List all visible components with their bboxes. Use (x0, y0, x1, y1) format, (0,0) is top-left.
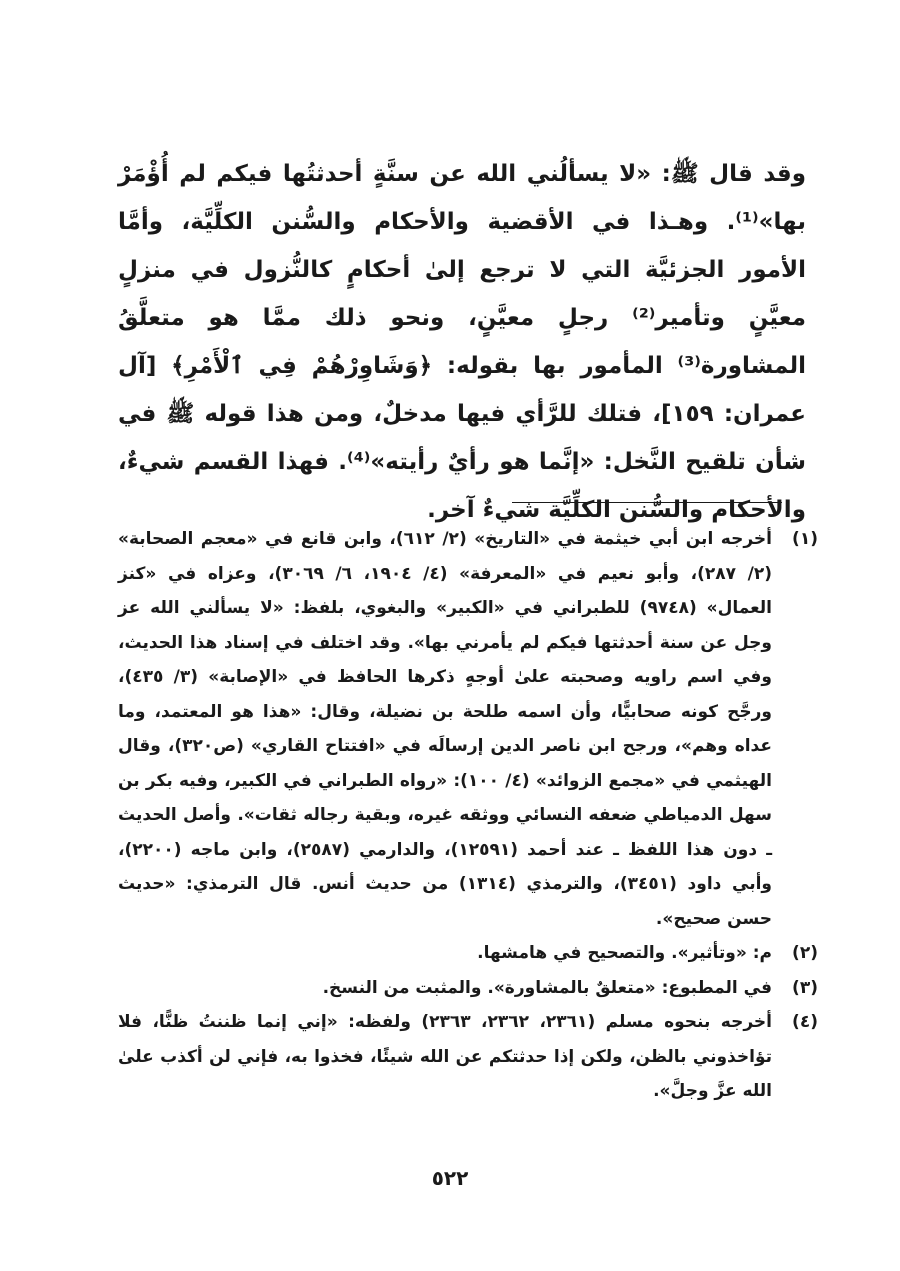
footnote-text: أخرجه ابن أبي خيثمة في «التاريخ» (٢/ ٦١٢)، وابن قانع في «معجم الصحابة» (٢/ ٢٨٧)، وأبو نعيم في «المعرفة» (٤/ ١٩٠٤، ٦/ ٣٠٦٩)، وعزاه في «كنز العمال» (٩٧٤٨) للطبراني في «الكبير» والبغوي، بلفظ: «لا يسألني الله عز وجل عن سنة أحدثتها فيكم لم يأمرني بها». وقد اختلف في إسناد هذا الحديث، وفي اسم راويه وصحبته علىٰ أوجهٍ ذكرها الحافظ في «الإصابة» (٣/ ٤٣٥)، ورجَّح كونه صحابيًّا، وأن اسمه طلحة بن نضيلة، وقال: «هذا هو المعتمد، وما عداه وهم»، ورجح ابن ناصر الدين إرسالَه في «افتتاح القاري» (ص٣٢٠)، وقال الهيثمي في «مجمع الزوائد» (٤/ ١٠٠): «رواه الطبراني في الكبير، وفيه بكر بن سهل الدمياطي ضعفه النسائي ووثقه غيره، وبقية رجاله ثقات». وأصل الحديث ـ دون هذا اللفظ ـ عند أحمد (١٢٥٩١)، والدارمي (٢٥٨٧)، وابن ماجه (٢٢٠٠)، وأبي داود (٣٤٥١)، والترمذي (١٣١٤) من حديث أنس. قال الترمذي: «حديث حسن صحيح». (118, 529, 772, 929)
main-paragraph: وقد قال ﷺ: «لا يسألُني الله عن سنَّةٍ أحدثتُها فيكم لم أُؤْمَرْ بها»⁽¹⁾. وهـذا في الأقضية والأحكام والسُّنن الكلِّيَّة، وأمَّا الأمور الجزئيَّة التي لا ترجع إلىٰ أحكامٍ كالنُّزول في منزلٍ معيَّنٍ وتأمير⁽²⁾ رجلٍ معيَّنٍ، ونحو ذلك ممَّا هو متعلَّقُ المشاورة⁽³⁾ المأمور بها بقوله: ﴿وَشَاوِرْهُمْ فِي ٱلْأَمْرِ﴾ [آل عمران: ١٥٩]، فتلك للرَّأي فيها مدخلٌ، ومن هذا قوله ﷺ في شأن تلقيح النَّخل: «إنَّما هو رأيٌ رأيته»⁽⁴⁾. فهذا القسم شيءٌ، والأحكام والسُّنن الكلِّيَّة شيءٌ آخر. (118, 161, 807, 523)
footnote-2 (118, 936, 818, 971)
footnotes (118, 522, 818, 1109)
footnote-number: (٢) (792, 943, 818, 963)
footnote-number: (١) (792, 529, 818, 549)
footnote-number: (٤) (792, 1012, 818, 1032)
footnote-4 (118, 1005, 818, 1109)
page-number: ٥٢٢ (431, 1166, 469, 1190)
footnote-3 (118, 971, 818, 1006)
footnote-text: في المطبوع: «متعلقٌ بالمشاورة». والمثبت من النسخ. (322, 977, 772, 998)
footnote-text: أخرجه بنحوه مسلم (٢٣٦١، ٢٣٦٢، ٢٣٦٣) ولفظه: «إني إنما ظننتُ ظنًّا، فلا تؤاخذوني بالظن، ولكن إذا حدثتكم عن الله شيئًا، فخذوا به، فإني لن أكذب علىٰ الله عزَّ وجلَّ». (118, 1012, 772, 1101)
footnote-number: (٣) (792, 977, 818, 998)
main-text-block (118, 150, 806, 534)
footnote-separator (512, 502, 782, 503)
footnote-1 (118, 522, 818, 936)
footnote-text: م: «وتأثير». والتصحيح في هامشها. (477, 943, 772, 963)
